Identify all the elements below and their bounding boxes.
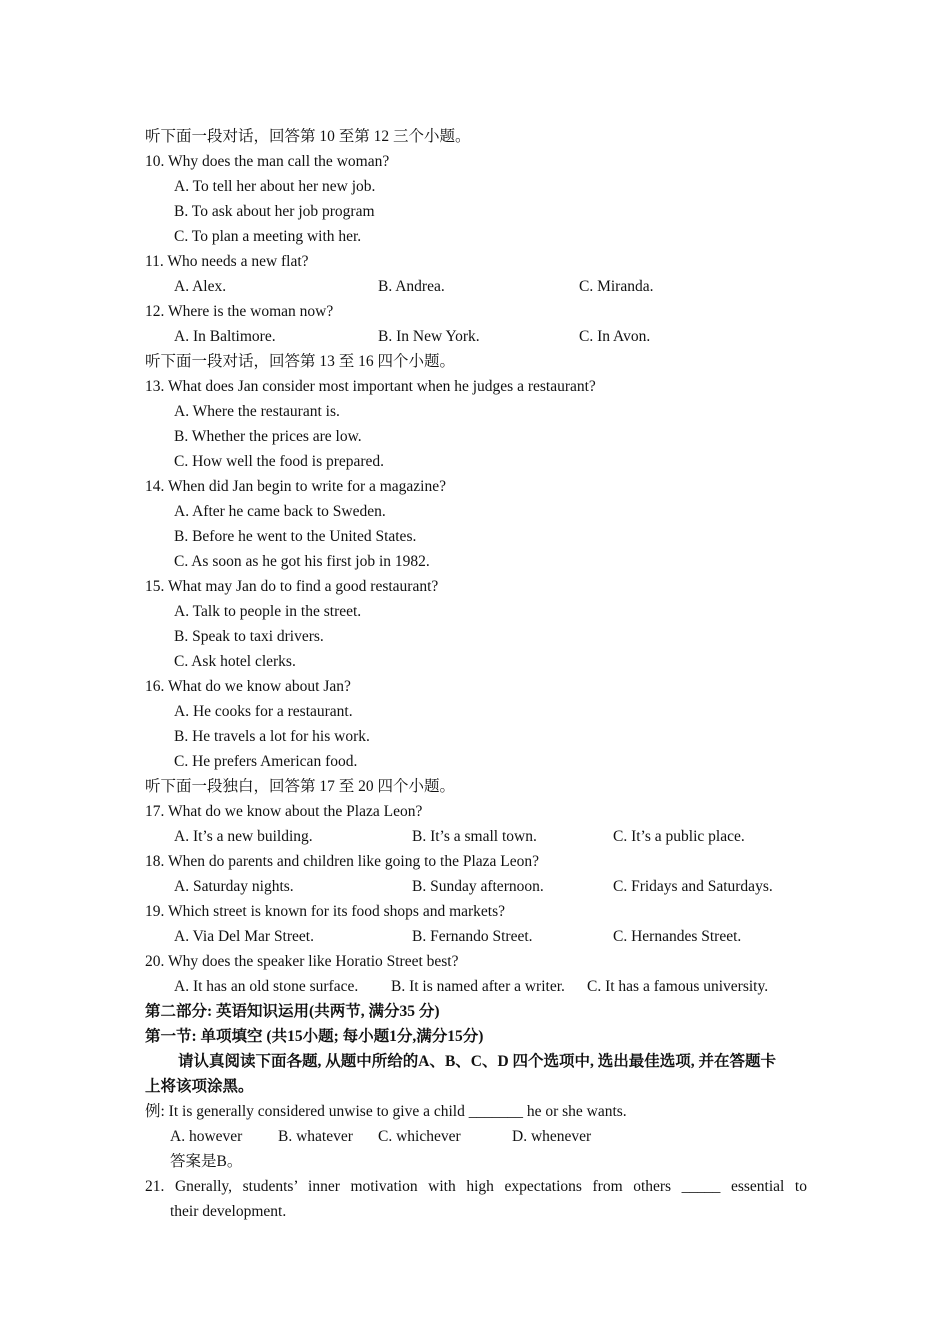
question-21-line-1: 21. Gnerally, students’ inner motivation with high expectations from others _____ essential to: [145, 1178, 807, 1195]
example-option-a: A. however: [170, 1128, 243, 1145]
question-10: 10. Why does the man call the woman?: [145, 153, 390, 170]
question-14: 14. When did Jan begin to write for a magazine?: [145, 478, 447, 495]
q19-option-a: A. Via Del Mar Street.: [174, 928, 314, 945]
question-19: 19. Which street is known for its food shops and markets?: [145, 903, 506, 920]
q10-option-a: A. To tell her about her new job.: [174, 178, 376, 195]
q19-options: [145, 924, 807, 949]
q10-option-b: B. To ask about her job program: [174, 203, 375, 220]
q11-option-b: B. Andrea.: [378, 278, 445, 295]
question-12: 12. Where is the woman now?: [145, 303, 334, 320]
q20-option-a: A. It has an old stone surface.: [174, 978, 359, 995]
q13-option-c: C. How well the food is prepared.: [174, 453, 385, 470]
q12-option-a: A. In Baltimore.: [174, 328, 276, 345]
q11-options: [145, 274, 807, 299]
q20-option-c: C. It has a famous university.: [587, 978, 769, 995]
q10-option-c: C. To plan a meeting with her.: [174, 228, 362, 245]
q15-option-b: B. Speak to taxi drivers.: [174, 628, 324, 645]
question-13: 13. What does Jan consider most important when he judges a restaurant?: [145, 378, 596, 395]
question-20: 20. Why does the speaker like Horatio Street best?: [145, 953, 459, 970]
q11-option-c: C. Miranda.: [579, 278, 654, 295]
question-18: 18. When do parents and children like going to the Plaza Leon?: [145, 853, 539, 870]
q20-option-b: B. It is named after a writer.: [391, 978, 565, 995]
q12-option-b: B. In New York.: [378, 328, 480, 345]
question-17: 17. What do we know about the Plaza Leon?: [145, 803, 423, 820]
q18-option-a: A. Saturday nights.: [174, 878, 294, 895]
q12-options: [145, 324, 807, 349]
q14-option-c: C. As soon as he got his first job in 1982.: [174, 553, 430, 570]
example-question: 例: It is generally considered unwise to give a child _______ he or she wants.: [145, 1103, 627, 1120]
q18-option-b: B. Sunday afternoon.: [412, 878, 544, 895]
question-11: 11. Who needs a new flat?: [145, 253, 309, 270]
section-heading-monologue: 听下面一段独白，回答第 17 至 20 四个小题。: [145, 778, 456, 795]
example-answer: 答案是B。: [170, 1153, 243, 1170]
q14-option-b: B. Before he went to the United States.: [174, 528, 417, 545]
q19-option-c: C. Hernandes Street.: [613, 928, 742, 945]
part-two-title: 第二部分: 英语知识运用(共两节, 满分35 分): [145, 1003, 440, 1020]
q19-option-b: B. Fernando Street.: [412, 928, 533, 945]
q11-option-a: A. Alex.: [174, 278, 227, 295]
q15-option-a: A. Talk to people in the street.: [174, 603, 362, 620]
example-option-c: C. whichever: [378, 1128, 461, 1145]
q13-option-a: A. Where the restaurant is.: [174, 403, 340, 420]
q14-option-a: A. After he came back to Sweden.: [174, 503, 386, 520]
q18-options: [145, 874, 807, 899]
question-16: 16. What do we know about Jan?: [145, 678, 351, 695]
q20-options: [145, 974, 807, 999]
instructions-line-1: 请认真阅读下面各题, 从题中所给的A、B、C、D 四个选项中, 选出最佳选项, 并在答题卡: [178, 1053, 777, 1070]
section-heading-dialog-1: 听下面一段对话，回答第 10 至第 12 三个小题。: [145, 128, 471, 145]
q18-option-c: C. Fridays and Saturdays.: [613, 878, 773, 895]
q15-option-c: C. Ask hotel clerks.: [174, 653, 296, 670]
q16-option-a: A. He cooks for a restaurant.: [174, 703, 353, 720]
q16-option-c: C. He prefers American food.: [174, 753, 358, 770]
q17-option-a: A. It’s a new building.: [174, 828, 313, 845]
section-one-title: 第一节: 单项填空 (共15小题; 每小题1分,满分15分): [145, 1028, 484, 1045]
question-15: 15. What may Jan do to find a good restaurant?: [145, 578, 439, 595]
example-option-b: B. whatever: [278, 1128, 353, 1145]
q13-option-b: B. Whether the prices are low.: [174, 428, 362, 445]
q17-option-b: B. It’s a small town.: [412, 828, 537, 845]
question-21-line-2: their development.: [170, 1203, 287, 1220]
q17-options: [145, 824, 807, 849]
q16-option-b: B. He travels a lot for his work.: [174, 728, 370, 745]
section-heading-dialog-2: 听下面一段对话，回答第 13 至 16 四个小题。: [145, 353, 456, 370]
instructions-line-2: 上将该项涂黑。: [145, 1078, 254, 1095]
q12-option-c: C. In Avon.: [579, 328, 651, 345]
example-options: [145, 1124, 807, 1149]
example-option-d: D. whenever: [512, 1128, 592, 1145]
exam-content: [145, 124, 807, 1224]
q17-option-c: C. It’s a public place.: [613, 828, 745, 845]
